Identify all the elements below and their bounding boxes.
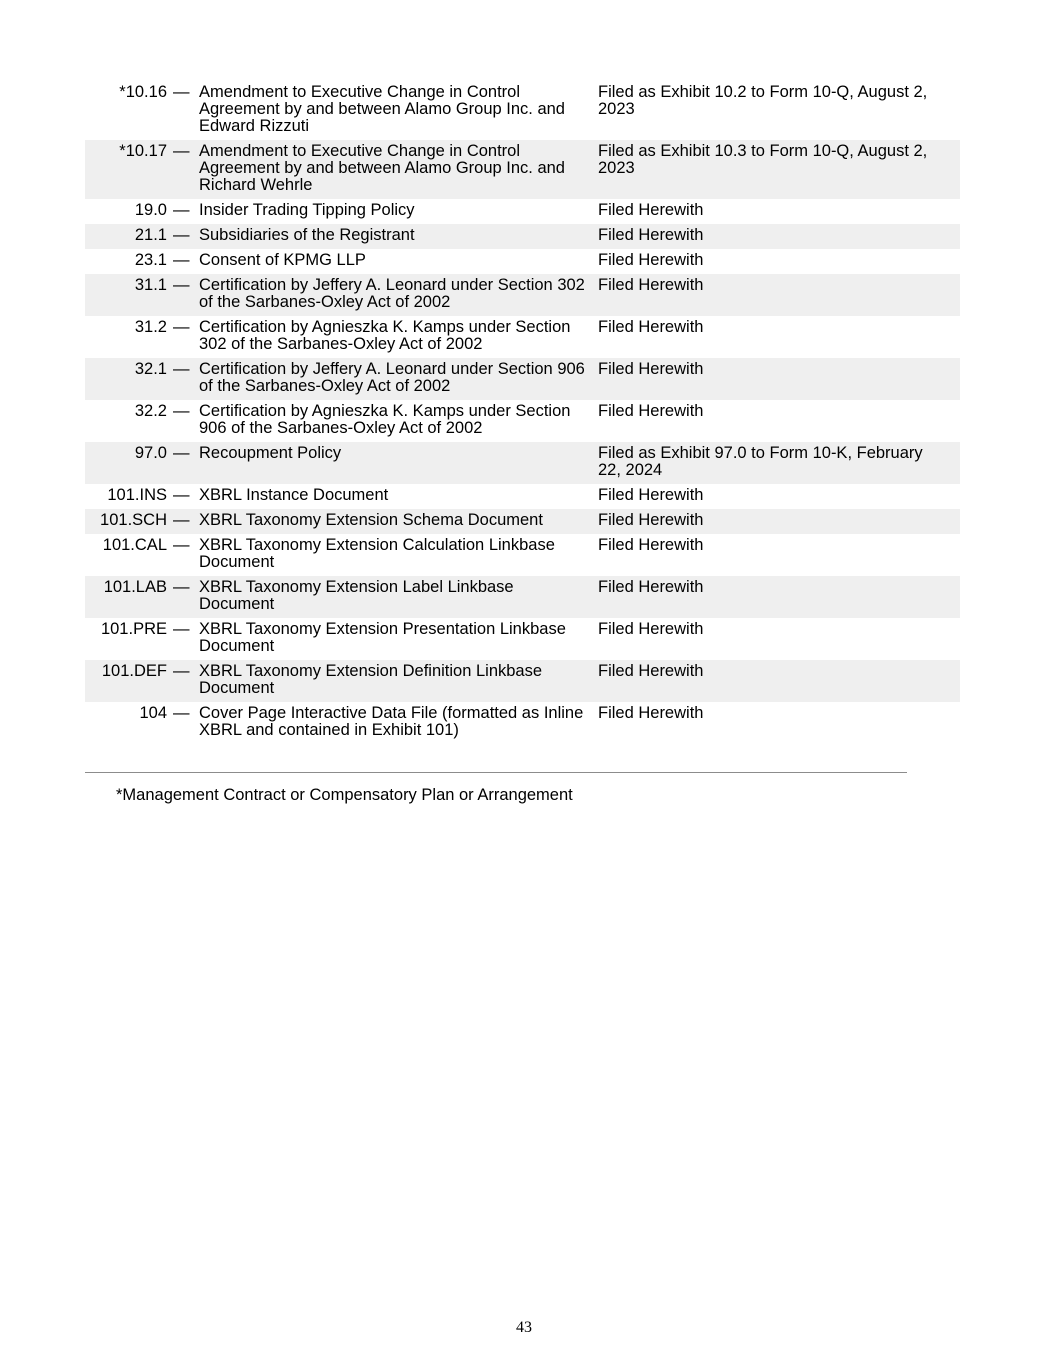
exhibit-number: 101.INS <box>107 486 167 504</box>
exhibit-filing: Filed as Exhibit 10.3 to Form 10-Q, August 2, 2023 <box>598 140 960 199</box>
exhibit-description: Amendment to Executive Change in Control Agreement by and between Alamo Group Inc. and Richard Wehrle <box>199 140 598 199</box>
exhibit-number: 97.0 <box>85 442 173 484</box>
exhibit-number: 101.LAB <box>85 576 173 618</box>
exhibit-description: XBRL Taxonomy Extension Calculation Linkbase Document <box>199 536 555 571</box>
exhibit-row <box>85 660 960 702</box>
exhibit-filing: Filed Herewith <box>598 402 704 420</box>
exhibit-row <box>85 400 960 442</box>
exhibit-description: Certification by Jeffery A. Leonard under Section 302 of the Sarbanes-Oxley Act of 2002 <box>199 274 598 316</box>
exhibit-dash: — <box>173 83 190 101</box>
exhibit-number: 23.1 <box>134 251 167 269</box>
exhibit-filing: Filed Herewith <box>598 620 704 638</box>
exhibit-number: 21.1 <box>85 224 173 249</box>
exhibit-filing: Filed Herewith <box>598 318 704 336</box>
exhibit-filing: Filed Herewith <box>598 536 704 554</box>
exhibit-number: 101.PRE <box>100 620 167 638</box>
exhibit-description: XBRL Instance Document <box>199 486 389 504</box>
exhibit-filing: Filed Herewith <box>598 224 960 249</box>
exhibit-description: Certification by Jeffery A. Leonard under Section 906 of the Sarbanes-Oxley Act of 2002 <box>199 358 598 400</box>
exhibit-number: 32.1 <box>85 358 173 400</box>
exhibit-filing: Filed Herewith <box>598 576 960 618</box>
exhibit-number: 104 <box>139 704 167 722</box>
exhibit-row <box>85 534 960 576</box>
exhibit-filing: Filed Herewith <box>598 486 704 504</box>
exhibit-dash: — <box>173 318 190 336</box>
exhibit-dash: — <box>173 358 199 400</box>
exhibit-dash: — <box>173 660 199 702</box>
exhibit-number: 101.CAL <box>102 536 167 554</box>
exhibit-row <box>85 442 960 484</box>
exhibit-dash: — <box>173 274 199 316</box>
exhibit-number: 32.2 <box>134 402 167 420</box>
exhibit-filing: Filed Herewith <box>598 201 704 219</box>
exhibit-description: XBRL Taxonomy Extension Schema Document <box>199 509 598 534</box>
exhibit-description: Insider Trading Tipping Policy <box>199 201 415 219</box>
exhibit-filing: Filed Herewith <box>598 660 960 702</box>
exhibit-row <box>85 81 960 140</box>
footnote-divider <box>85 772 907 773</box>
exhibit-filing: Filed Herewith <box>598 509 960 534</box>
exhibit-filing: Filed as Exhibit 10.2 to Form 10-Q, August 2, 2023 <box>598 83 928 118</box>
exhibit-number: 31.1 <box>85 274 173 316</box>
exhibit-description: Consent of KPMG LLP <box>199 251 366 269</box>
exhibit-description: XBRL Taxonomy Extension Presentation Linkbase Document <box>199 620 566 655</box>
exhibit-dash: — <box>173 140 199 199</box>
exhibit-number: *10.17 <box>85 140 173 199</box>
exhibit-dash: — <box>173 442 199 484</box>
exhibit-filing: Filed Herewith <box>598 274 960 316</box>
exhibit-dash: — <box>173 576 199 618</box>
exhibit-row <box>85 274 960 316</box>
exhibit-description: XBRL Taxonomy Extension Definition Linkbase Document <box>199 660 598 702</box>
exhibit-filing: Filed Herewith <box>598 251 704 269</box>
exhibit-row <box>85 358 960 400</box>
exhibit-row <box>85 484 960 509</box>
exhibit-filing: Filed Herewith <box>598 704 704 722</box>
exhibit-row <box>85 509 960 534</box>
exhibit-index-table <box>85 81 960 744</box>
exhibit-row <box>85 249 960 274</box>
exhibit-dash: — <box>173 224 199 249</box>
exhibit-row <box>85 199 960 224</box>
exhibit-number: 101.SCH <box>85 509 173 534</box>
exhibit-description: Amendment to Executive Change in Control Agreement by and between Alamo Group Inc. and Edward Rizzuti <box>199 83 565 135</box>
exhibit-description: Cover Page Interactive Data File (formatted as Inline XBRL and contained in Exhibit 101) <box>199 704 584 739</box>
exhibit-row <box>85 316 960 358</box>
exhibit-row <box>85 702 960 744</box>
exhibit-number: *10.16 <box>119 83 167 101</box>
exhibit-dash: — <box>173 201 190 219</box>
exhibit-row <box>85 576 960 618</box>
page-number: 43 <box>516 1319 532 1336</box>
exhibit-dash: — <box>173 251 190 269</box>
exhibit-dash: — <box>173 509 199 534</box>
footnote: *Management Contract or Compensatory Plan or Arrangement <box>116 786 573 804</box>
exhibit-description: XBRL Taxonomy Extension Label Linkbase Document <box>199 576 598 618</box>
exhibit-number: 31.2 <box>134 318 167 336</box>
exhibit-filing: Filed as Exhibit 97.0 to Form 10-K, February 22, 2024 <box>598 442 960 484</box>
exhibit-number: 101.DEF <box>85 660 173 702</box>
exhibit-row <box>85 224 960 249</box>
exhibit-row <box>85 140 960 199</box>
exhibit-dash: — <box>173 486 190 504</box>
exhibit-dash: — <box>173 402 190 420</box>
exhibit-description: Subsidiaries of the Registrant <box>199 224 598 249</box>
exhibit-dash: — <box>173 620 190 638</box>
exhibit-rows <box>85 81 960 744</box>
exhibit-description: Certification by Agnieszka K. Kamps under Section 302 of the Sarbanes-Oxley Act of 2002 <box>199 318 571 353</box>
exhibit-row <box>85 618 960 660</box>
exhibit-description: Recoupment Policy <box>199 442 598 484</box>
exhibit-dash: — <box>173 704 190 722</box>
exhibit-dash: — <box>173 536 190 554</box>
exhibit-description: Certification by Agnieszka K. Kamps under Section 906 of the Sarbanes-Oxley Act of 2002 <box>199 402 571 437</box>
exhibit-number: 19.0 <box>134 201 167 219</box>
exhibit-filing: Filed Herewith <box>598 358 960 400</box>
